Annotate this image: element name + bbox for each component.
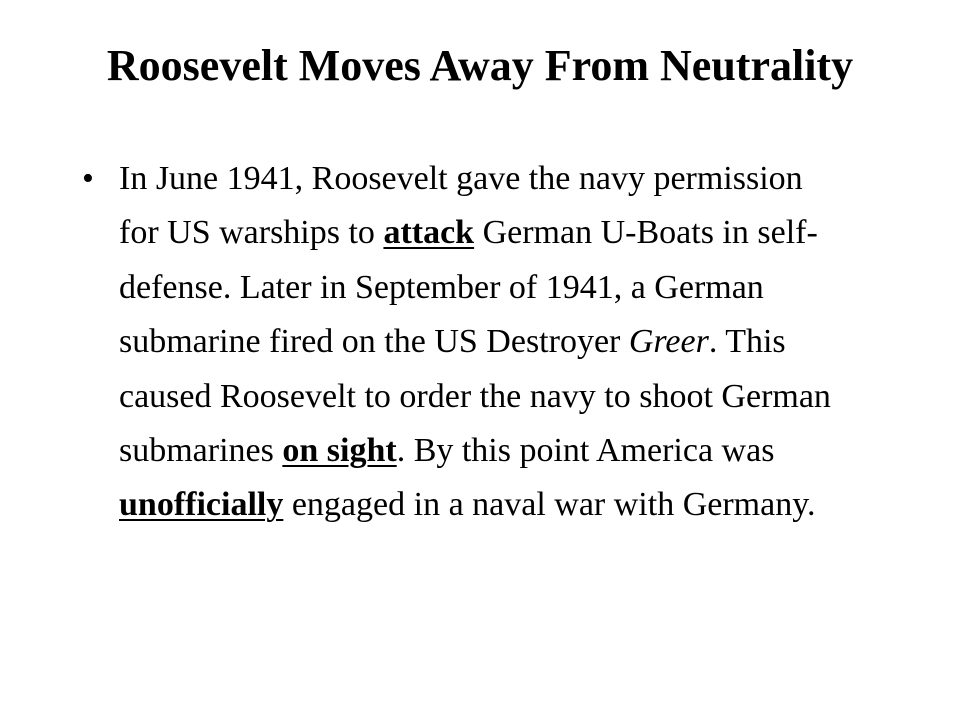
bullet-list — [82, 152, 842, 533]
bullet-item — [82, 152, 842, 533]
emphasis-on-sight: on sight — [282, 432, 397, 470]
bullet-icon: • — [82, 160, 94, 197]
ship-name: Greer — [628, 323, 709, 361]
emphasis-attack: attack — [383, 214, 475, 252]
text-segment: . This caused Roosevelt to order the navy to shoot German submarines — [119, 323, 831, 470]
emphasis-unofficially: unofficially — [119, 486, 284, 524]
text-segment: . By this point America was — [396, 432, 775, 470]
text-segment: In June 1941, Roosevelt gave the navy permission for US warships to — [119, 160, 803, 252]
text-segment: engaged in a naval war with Germany. — [283, 486, 816, 524]
paragraph-text — [119, 160, 831, 523]
text-segment: German U-Boats in self-defense. Later in September of 1941, a German submarine fired on the US Destroyer — [119, 214, 818, 361]
slide-title: Roosevelt Moves Away From Neutrality — [106, 41, 854, 90]
